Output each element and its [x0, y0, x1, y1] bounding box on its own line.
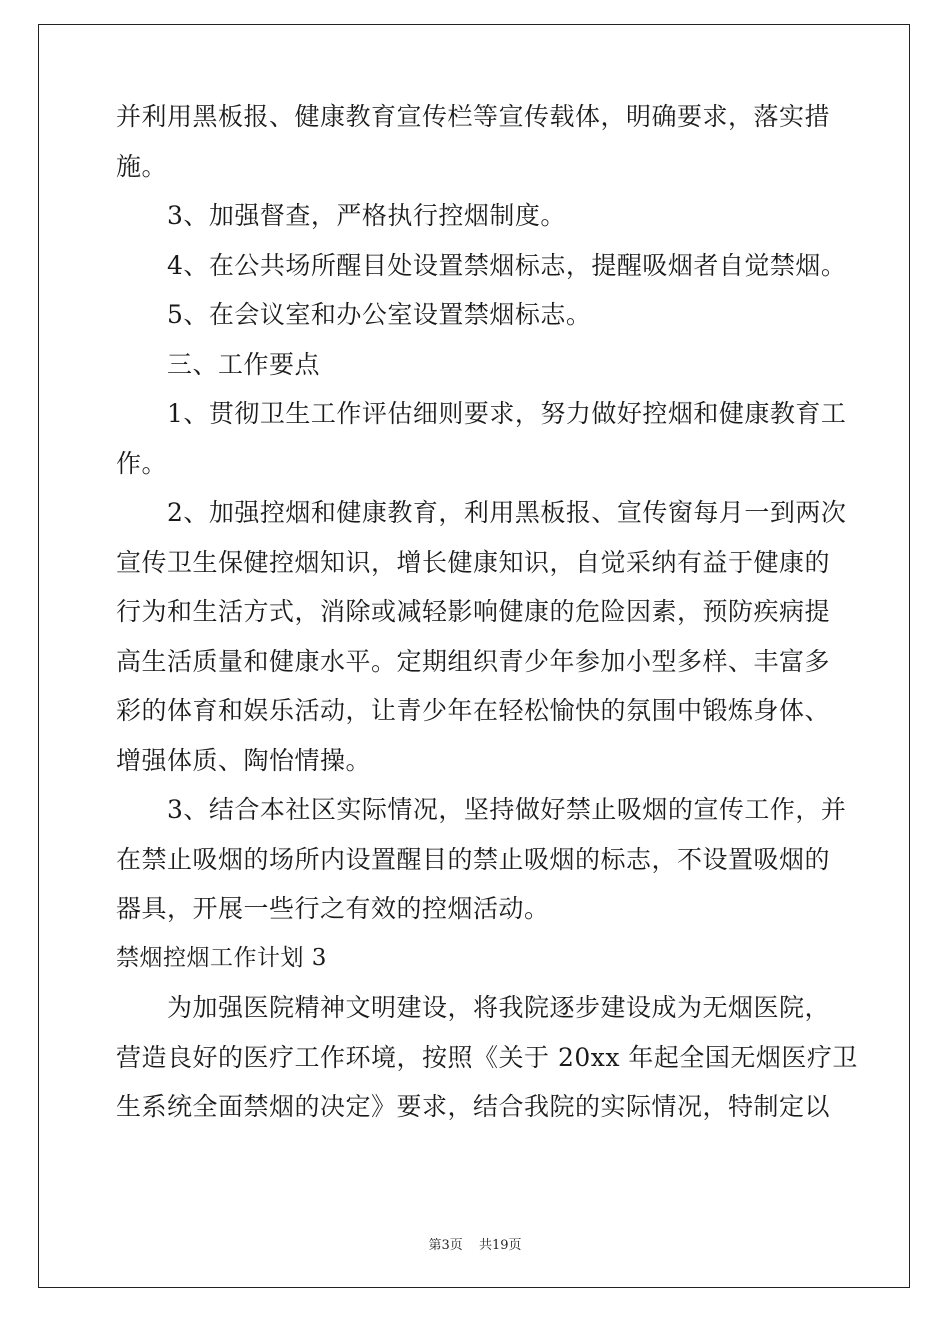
document-body [116, 92, 858, 1132]
page-number-current: 第3页 [428, 1238, 463, 1253]
text-line: 并利用黑板报、健康教育宣传栏等宣传载体，明确要求，落实措 [116, 102, 831, 131]
text-line: 三、工作要点 [167, 349, 321, 379]
text-line: 器具，开展一些行之有效的控烟活动。 [116, 894, 550, 923]
section-heading: 禁烟控烟工作计划 3 [116, 944, 327, 971]
text-line: 2、加强控烟和健康教育，利用黑板报、宣传窗每月一到两次 [167, 498, 847, 527]
text-line: 3、结合本社区实际情况，坚持做好禁止吸烟的宣传工作，并 [167, 795, 847, 824]
text-line: 作。 [116, 448, 168, 478]
text-line: 行为和生活方式，消除或减轻影响健康的危险因素，预防疾病提 [116, 597, 831, 626]
text-line: 营造良好的医疗工作环境，按照《关于 20xx 年起全国无烟医疗卫 [116, 1042, 858, 1072]
text-line: 宣传卫生保健控烟知识，增长健康知识，自觉采纳有益于健康的 [116, 547, 831, 577]
text-line: 高生活质量和健康水平。定期组织青少年参加小型多样、丰富多 [116, 646, 831, 676]
text-line: 为加强医院精神文明建设，将我院逐步建设成为无烟医院， [167, 993, 831, 1022]
text-line: 5、在会议室和办公室设置禁烟标志。 [167, 300, 592, 329]
text-line: 1、贯彻卫生工作评估细则要求，努力做好控烟和健康教育工 [167, 399, 847, 428]
text-line: 彩的体育和娱乐活动，让青少年在轻松愉快的氛围中锻炼身体、 [116, 696, 831, 725]
text-line: 3、加强督查，严格执行控烟制度。 [167, 201, 566, 230]
text-line: 在禁止吸烟的场所内设置醒目的禁止吸烟的标志，不设置吸烟的 [116, 844, 831, 874]
text-line: 4、在公共场所醒目处设置禁烟标志，提醒吸烟者自觉禁烟。 [167, 250, 847, 280]
page-number-total: 共19页 [478, 1238, 522, 1253]
text-line: 增强体质、陶怡情操。 [116, 745, 372, 775]
text-line: 生系统全面禁烟的决定》要求，结合我院的实际情况，特制定以 [116, 1092, 831, 1121]
page-footer [0, 1234, 950, 1253]
text-line: 施。 [116, 151, 168, 181]
